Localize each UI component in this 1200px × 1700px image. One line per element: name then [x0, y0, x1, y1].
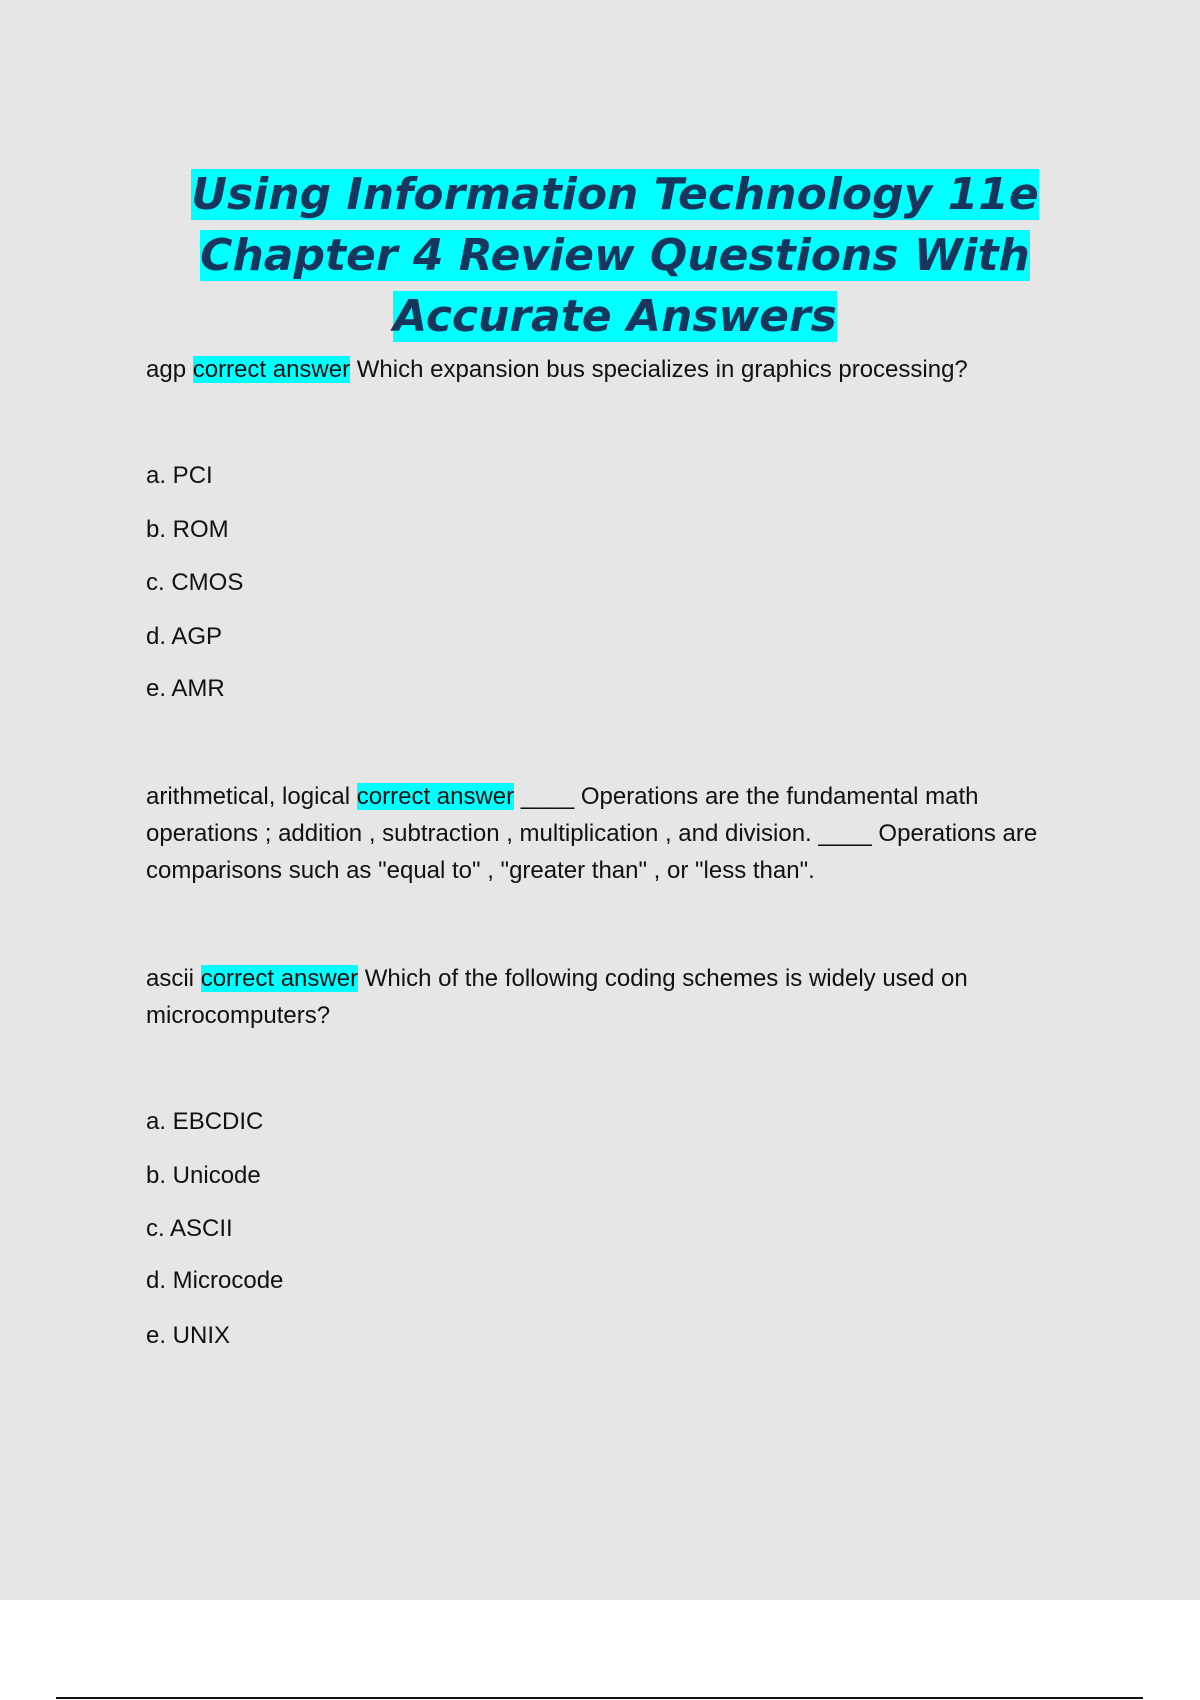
title-line-2: Chapter 4 Review Questions With — [200, 230, 1030, 281]
question-3-option-a: a. EBCDIC — [146, 1108, 264, 1135]
footer-divider — [56, 1697, 1143, 1699]
document-title — [120, 164, 1110, 347]
question-3 — [146, 960, 1086, 1034]
question-1-option-e: e. AMR — [146, 675, 225, 702]
question-1 — [146, 351, 1086, 388]
title-line-1: Using Information Technology 11e — [191, 169, 1039, 220]
question-3-answer: ascii — [146, 965, 195, 992]
correct-answer-marker: correct answer — [356, 783, 515, 810]
correct-answer-marker: correct answer — [200, 965, 359, 992]
question-1-option-d: d. AGP — [146, 623, 223, 650]
correct-answer-marker: correct answer — [192, 356, 351, 383]
question-3-option-b: b. Unicode — [146, 1162, 261, 1189]
question-1-option-b: b. ROM — [146, 516, 229, 543]
question-3-option-e: e. UNIX — [146, 1322, 231, 1349]
question-1-answer: agp — [146, 356, 187, 383]
question-1-option-c: c. CMOS — [146, 569, 244, 596]
question-1-option-a: a. PCI — [146, 462, 213, 489]
question-3-text: Which of the following coding schemes is widely used on microcomputers? — [146, 965, 968, 1029]
title-line-3: Accurate Answers — [393, 291, 837, 342]
question-1-text: Which expansion bus specializes in graphics processing? — [356, 356, 968, 383]
question-2-text: ____ Operations are the fundamental math operations ; addition , subtraction , multiplication , and division. ____ Operations are comparisons such as "equal to" , "greater than" , or "less than". — [146, 783, 1038, 884]
question-2 — [146, 778, 1086, 889]
question-3-option-c: c. ASCII — [146, 1215, 233, 1242]
question-3-option-d: d. Microcode — [146, 1267, 284, 1294]
question-2-answer: arithmetical, logical — [146, 783, 351, 810]
